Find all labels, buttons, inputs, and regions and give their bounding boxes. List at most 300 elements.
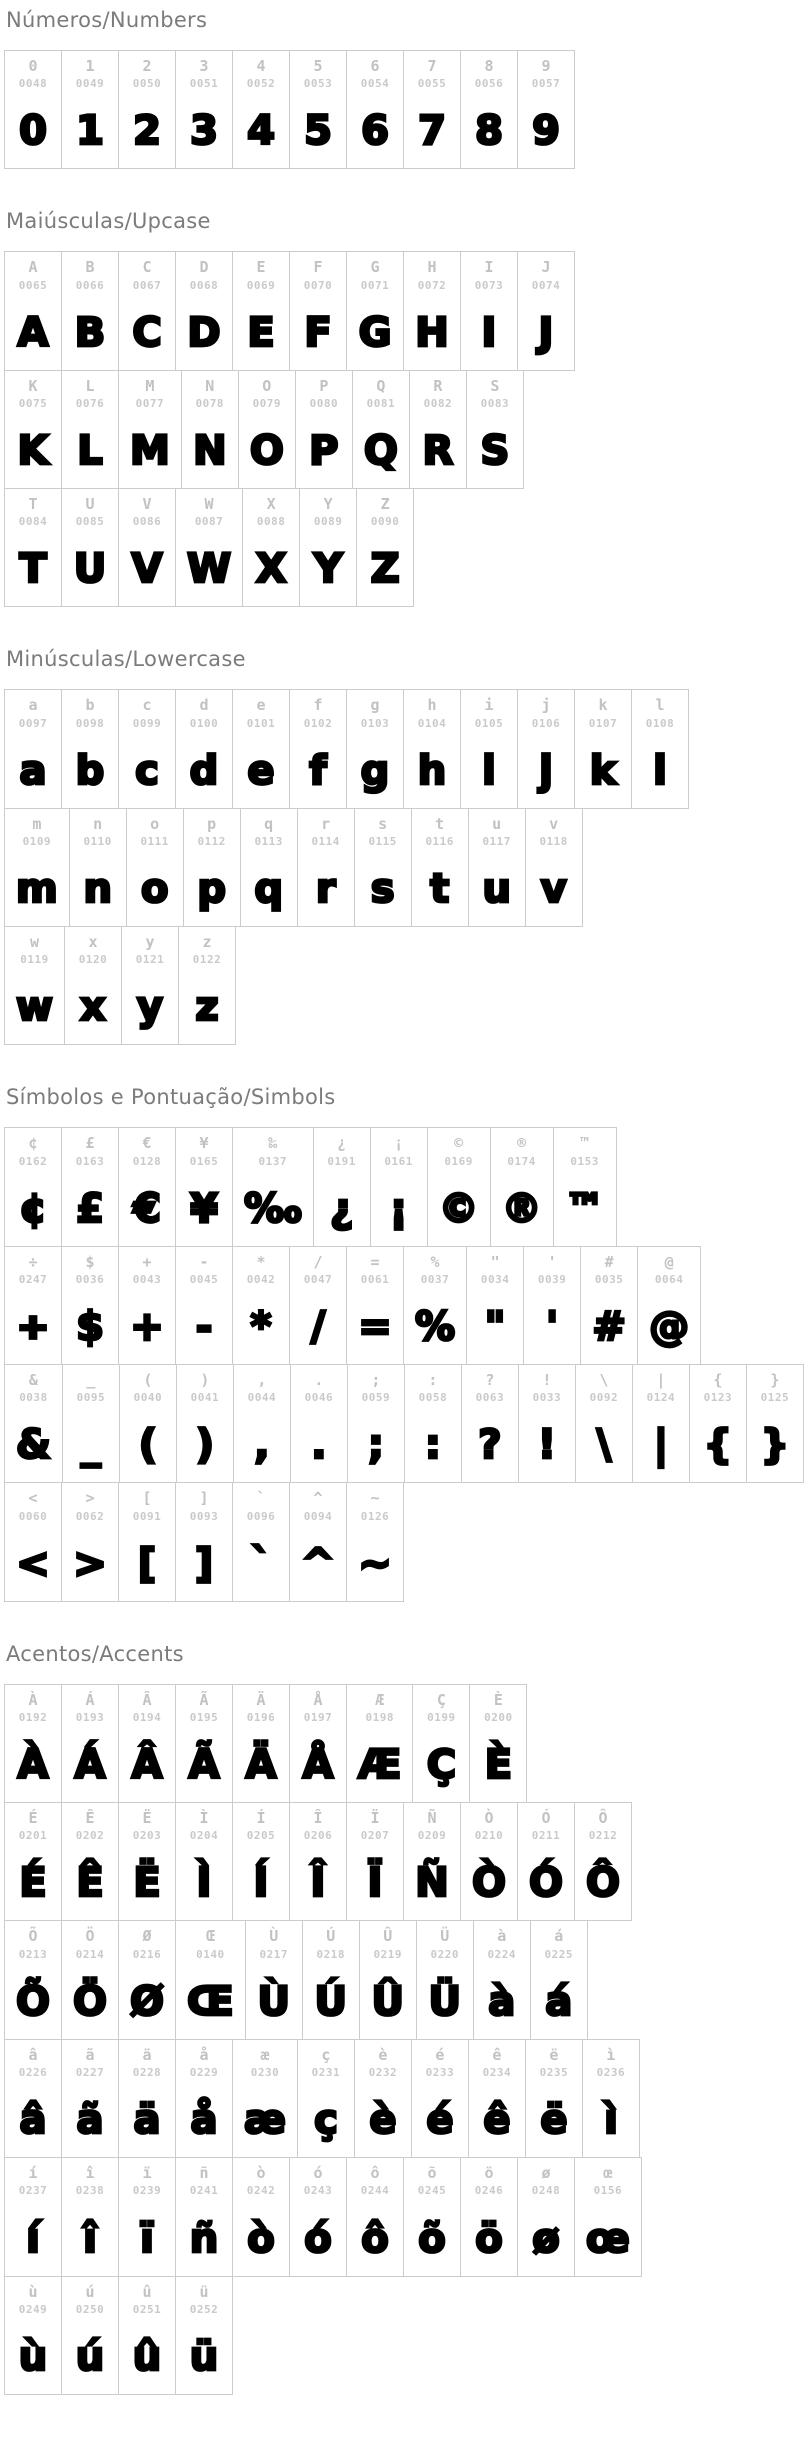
glyph: ê	[483, 2097, 511, 2144]
glyph: %	[415, 1304, 456, 1351]
glyph-cell	[575, 1803, 631, 1920]
cell-code-label: 0115	[368, 834, 397, 848]
glyph-cell	[518, 51, 574, 168]
cell-character-label: Î	[313, 1809, 323, 1828]
cell-character-label: l	[655, 696, 665, 715]
glyph: Q	[363, 428, 398, 475]
glyph-cell	[119, 252, 176, 369]
cell-character-label: ©	[454, 1134, 464, 1153]
cell-character-label: D	[199, 258, 209, 277]
glyph: ü	[189, 2333, 219, 2380]
glyph-cell	[119, 690, 176, 807]
cell-character-label: Ç	[436, 1690, 446, 1709]
cell-character-label: r	[321, 814, 331, 833]
cell-character-label: [	[142, 1489, 152, 1508]
glyph-cell	[461, 690, 518, 807]
glyph-cell	[360, 1921, 417, 2038]
cell-character-label: .	[314, 1371, 324, 1390]
glyph: Ê	[76, 1860, 104, 1907]
glyph: m	[16, 866, 58, 913]
section-title-lowercase: Minúsculas/Lowercase	[6, 647, 246, 672]
glyph: n	[83, 866, 112, 913]
glyph-cell	[176, 1247, 233, 1364]
glyph-cell	[303, 1921, 360, 2038]
glyph: Õ	[16, 1978, 51, 2025]
glyph: Z	[370, 546, 400, 593]
cell-character-label: m	[32, 814, 42, 833]
cell-code-label: 0048	[18, 77, 48, 91]
glyph-cell	[518, 252, 574, 369]
glyph: Ù	[257, 1978, 290, 2025]
glyph-cell	[176, 2277, 232, 2394]
glyph-cell	[233, 2040, 298, 2157]
cell-character-label: ã	[85, 2045, 95, 2064]
cell-code-label: 0198	[365, 1711, 394, 1725]
glyph-row	[4, 1482, 404, 1601]
cell-character-label: ¢	[28, 1134, 38, 1153]
cell-character-label: á	[554, 1927, 564, 1946]
cell-code-label: 0102	[303, 716, 333, 730]
glyph: Ø	[130, 1978, 165, 2025]
glyph: ï	[140, 2215, 154, 2262]
cell-code-label: 0241	[189, 2184, 219, 2198]
cell-code-label: 0237	[18, 2184, 48, 2198]
glyph: Ç	[426, 1742, 457, 1789]
glyph-cell	[747, 1365, 803, 1482]
cell-code-label: 0092	[589, 1391, 619, 1405]
cell-code-label: 0105	[474, 716, 504, 730]
cell-code-label: 0059	[361, 1391, 391, 1405]
glyph-cell	[290, 252, 347, 369]
glyph-cell	[554, 1128, 616, 1245]
cell-character-label: U	[85, 495, 95, 514]
glyph: ™	[564, 1185, 605, 1232]
glyph: Ã	[188, 1742, 220, 1789]
glyph: É	[19, 1860, 47, 1907]
cell-character-label: a	[28, 696, 38, 715]
glyph-cell	[347, 1247, 404, 1364]
glyph-row	[4, 251, 575, 370]
cell-character-label: Í	[256, 1809, 266, 1828]
glyph-cell	[119, 1685, 176, 1802]
cell-code-label: 0114	[311, 834, 340, 848]
glyph: D	[187, 309, 221, 356]
cell-character-label: €	[142, 1134, 152, 1153]
glyph: :	[424, 1422, 441, 1469]
cell-character-label: '	[547, 1252, 557, 1271]
cell-code-label: 0174	[507, 1154, 536, 1168]
cell-character-label: Ô	[598, 1809, 608, 1828]
glyph-row	[4, 1802, 632, 1921]
cell-code-label: 0197	[303, 1711, 333, 1725]
glyph: È	[484, 1742, 513, 1789]
glyph: E	[247, 309, 275, 356]
cell-character-label: ™	[580, 1134, 590, 1153]
cell-code-label: 0137	[258, 1154, 288, 1168]
glyph-cell	[638, 1247, 700, 1364]
glyph: ä	[133, 2097, 161, 2144]
glyph: i	[482, 747, 496, 794]
cell-code-label: 0091	[132, 1509, 162, 1523]
cell-character-label: Ä	[256, 1690, 266, 1709]
glyph-cell	[5, 2158, 62, 2275]
cell-character-label: ê	[492, 2045, 502, 2064]
cell-code-label: 0089	[313, 515, 343, 529]
section-numbers	[4, 8, 726, 169]
cell-character-label: B	[85, 258, 95, 277]
glyph: é	[426, 2097, 454, 2144]
glyph: Ë	[133, 1860, 161, 1907]
cell-character-label: ú	[85, 2282, 95, 2301]
glyph-cell	[410, 371, 467, 488]
glyph: Î	[310, 1860, 326, 1907]
cell-character-label: /	[313, 1252, 323, 1271]
glyph: Û	[371, 1978, 404, 2025]
cell-code-label: 0038	[19, 1391, 48, 1405]
cell-code-label: 0245	[417, 2184, 447, 2198]
glyph-cell	[583, 2040, 639, 2157]
glyph-cell	[300, 489, 357, 606]
cell-character-label: F	[313, 258, 323, 277]
cell-code-label: 0244	[360, 2184, 390, 2198]
glyph: o	[140, 866, 169, 913]
cell-character-label: Ã	[199, 1690, 209, 1709]
cell-code-label: 0099	[132, 716, 162, 730]
cell-code-label: 0061	[360, 1273, 390, 1286]
glyph-cell	[119, 1921, 176, 2038]
glyph: <	[16, 1540, 50, 1587]
cell-character-label: $	[85, 1252, 95, 1271]
glyph: 0	[19, 108, 47, 155]
glyph-cell	[461, 2158, 518, 2275]
cell-character-label: 1	[85, 57, 95, 75]
glyph-cell	[405, 1365, 462, 1482]
cell-code-label: 0214	[75, 1947, 105, 1961]
cell-character-label: ì	[606, 2045, 616, 2064]
glyph-cell	[355, 2040, 412, 2157]
cell-character-label: N	[205, 376, 215, 395]
glyph-cell	[176, 1483, 233, 1600]
glyph: í	[26, 2215, 40, 2262]
cell-character-label: @	[664, 1252, 674, 1271]
cell-code-label: 0123	[703, 1391, 733, 1405]
glyph: ‰	[244, 1185, 302, 1232]
cell-character-label: ?	[485, 1371, 495, 1390]
cell-character-label: w	[29, 933, 39, 952]
glyph: ;	[367, 1422, 384, 1469]
glyph: á	[545, 1978, 573, 2025]
cell-code-label: 0193	[75, 1711, 105, 1725]
glyph: ã	[76, 2097, 104, 2144]
glyph: f	[309, 747, 327, 794]
cell-code-label: 0101	[246, 716, 276, 730]
glyph: Ä	[245, 1742, 277, 1789]
cell-character-label: <	[28, 1489, 38, 1508]
glyph-cell	[65, 927, 122, 1044]
cell-code-label: 0044	[247, 1391, 277, 1405]
cell-code-label: 0067	[132, 278, 162, 292]
glyph-cell	[119, 1247, 176, 1364]
glyph: Ì	[196, 1860, 212, 1907]
cell-code-label: 0064	[654, 1273, 684, 1286]
cell-code-label: 0046	[304, 1391, 334, 1405]
glyph-cell	[176, 1685, 233, 1802]
glyph: ú	[75, 2333, 105, 2380]
glyph-cell	[347, 1483, 403, 1600]
cell-code-label: 0050	[132, 77, 162, 91]
cell-character-label: T	[28, 495, 38, 514]
cell-code-label: 0051	[189, 77, 219, 91]
glyph-cell	[519, 1365, 576, 1482]
cell-character-label: I	[484, 258, 494, 277]
glyph: }	[760, 1422, 790, 1469]
glyph-cell	[176, 1803, 233, 1920]
glyph: À	[17, 1742, 49, 1789]
glyph-cell	[233, 1803, 290, 1920]
cell-code-label: 0036	[75, 1273, 105, 1286]
glyph: r	[315, 866, 336, 913]
cell-code-label: 0229	[189, 2066, 219, 2080]
glyph-cell	[177, 1365, 234, 1482]
glyph-cell	[404, 1803, 461, 1920]
cell-character-label: ]	[199, 1489, 209, 1508]
glyph-row	[4, 2276, 233, 2395]
cell-code-label: 0074	[531, 278, 561, 292]
cell-character-label: x	[88, 933, 98, 952]
glyph: å	[190, 2097, 218, 2144]
cell-code-label: 0070	[303, 278, 333, 292]
glyph-cell	[371, 1128, 428, 1245]
glyph: ©	[438, 1185, 479, 1232]
cell-code-label: 0165	[189, 1154, 219, 1168]
cell-code-label: 0248	[531, 2184, 561, 2198]
glyph: X	[255, 546, 287, 593]
glyph: Æ	[358, 1742, 402, 1789]
glyph: N	[193, 428, 227, 475]
glyph-cell	[184, 809, 241, 926]
glyph: 8	[475, 108, 503, 155]
cell-code-label: 0224	[487, 1947, 516, 1961]
glyph: M	[130, 428, 170, 475]
cell-character-label: W	[204, 495, 214, 514]
glyph-cell	[5, 489, 62, 606]
cell-code-label: 0116	[425, 834, 454, 848]
glyph: `	[251, 1540, 271, 1587]
cell-code-label: 0077	[135, 396, 165, 410]
glyph: T	[19, 546, 47, 593]
cell-code-label: 0156	[593, 2184, 623, 2198]
glyph-cell	[63, 1365, 120, 1482]
cell-character-label: û	[142, 2282, 152, 2301]
cell-code-label: 0111	[140, 834, 169, 848]
cell-character-label: Á	[85, 1690, 95, 1709]
cell-character-label: ®	[517, 1134, 527, 1153]
cell-character-label: Õ	[28, 1927, 38, 1946]
cell-character-label: ;	[371, 1371, 381, 1390]
cell-code-label: 0069	[246, 278, 276, 292]
cell-character-label: A	[28, 258, 38, 277]
cell-code-label: 0073	[474, 278, 504, 292]
cell-character-label: Œ	[205, 1927, 215, 1946]
glyph: >	[73, 1540, 107, 1587]
cell-character-label: V	[142, 495, 152, 514]
glyph-cell	[233, 1128, 314, 1245]
cell-code-label: 0126	[360, 1509, 390, 1523]
glyph: !	[537, 1422, 557, 1469]
cell-code-label: 0140	[196, 1947, 225, 1961]
cell-character-label: M	[145, 376, 155, 395]
glyph-cell	[119, 2277, 176, 2394]
cell-code-label: 0125	[760, 1391, 790, 1405]
glyph-cell	[526, 809, 582, 926]
cell-character-label: H	[427, 258, 437, 277]
cell-character-label: (	[143, 1371, 153, 1390]
glyph-cell	[632, 690, 688, 807]
glyph: s	[370, 866, 395, 913]
glyph: [	[137, 1540, 157, 1587]
cell-character-label: ç	[321, 2045, 331, 2064]
cell-code-label: 0250	[75, 2302, 105, 2316]
glyph-cell	[404, 1247, 467, 1364]
cell-character-label: \	[599, 1371, 609, 1390]
cell-code-label: 0217	[259, 1947, 288, 1961]
section-title-upcase: Maiúsculas/Upcase	[6, 209, 211, 234]
glyph-cell	[470, 1685, 526, 1802]
cell-code-label: 0233	[425, 2066, 455, 2080]
cell-code-label: 0204	[189, 1829, 219, 1843]
cell-character-label: q	[264, 814, 274, 833]
cell-code-label: 0100	[189, 716, 219, 730]
glyph-cell	[234, 1365, 291, 1482]
cell-character-label: i	[484, 696, 494, 715]
glyph-cell	[233, 252, 290, 369]
glyph-cell	[120, 1365, 177, 1482]
glyph-cell	[119, 2158, 176, 2275]
glyph: _	[80, 1422, 101, 1469]
glyph: Ú	[314, 1978, 347, 2025]
cell-character-label: È	[493, 1690, 503, 1709]
cell-code-label: 0033	[532, 1391, 562, 1405]
cell-character-label: õ	[427, 2164, 437, 2183]
cell-code-label: 0117	[482, 834, 511, 848]
glyph: à	[488, 1978, 516, 2025]
glyph: 1	[76, 108, 104, 155]
glyph-row	[4, 926, 236, 1045]
glyph: ¢	[19, 1185, 47, 1232]
glyph-cell	[62, 1247, 119, 1364]
glyph-cell	[119, 2040, 176, 2157]
glyph-cell	[119, 1483, 176, 1600]
glyph-cell	[119, 489, 176, 606]
glyph-cell	[233, 1247, 290, 1364]
glyph: æ	[244, 2097, 286, 2144]
cell-character-label: C	[142, 258, 152, 277]
glyph-cell	[176, 690, 233, 807]
cell-character-label: >	[85, 1489, 95, 1508]
cell-code-label: 0081	[366, 396, 396, 410]
glyph-cell	[404, 2158, 461, 2275]
cell-code-label: 0213	[18, 1947, 48, 1961]
glyph-row	[4, 488, 414, 607]
glyph: ®	[501, 1185, 542, 1232]
glyph: c	[135, 747, 159, 794]
cell-code-label: 0065	[18, 278, 48, 292]
glyph-cell	[531, 1921, 587, 2038]
cell-character-label: }	[770, 1371, 780, 1390]
glyph-cell	[5, 1685, 62, 1802]
glyph-cell	[290, 51, 347, 168]
cell-code-label: 0246	[474, 2184, 504, 2198]
glyph: P	[309, 428, 339, 475]
glyph: Å	[302, 1742, 334, 1789]
glyph-cell	[62, 51, 119, 168]
cell-character-label: í	[28, 2164, 38, 2183]
cell-code-label: 0043	[132, 1273, 162, 1286]
glyph-cell	[127, 809, 184, 926]
cell-character-label: 8	[484, 57, 494, 75]
cell-character-label: Æ	[375, 1690, 385, 1709]
glyph: ø	[532, 2215, 560, 2262]
cell-code-label: 0088	[256, 515, 286, 529]
glyph: x	[80, 984, 106, 1031]
cell-character-label: j	[541, 696, 551, 715]
cell-character-label: b	[85, 696, 95, 715]
cell-code-label: 0113	[254, 834, 283, 848]
glyph-cell	[176, 2040, 233, 2157]
glyph: €	[133, 1185, 161, 1232]
cell-character-label: Ï	[370, 1809, 380, 1828]
glyph: ó	[304, 2215, 332, 2262]
cell-code-label: 0161	[384, 1154, 413, 1168]
glyph-cell	[347, 252, 404, 369]
glyph: B	[74, 309, 106, 356]
glyph: j	[539, 747, 553, 794]
cell-code-label: 0128	[132, 1154, 162, 1168]
cell-character-label: Ø	[142, 1927, 152, 1946]
cell-character-label: y	[145, 933, 155, 952]
cell-character-label: d	[199, 696, 209, 715]
cell-character-label: 3	[199, 57, 209, 75]
cell-code-label: 0231	[311, 2066, 341, 2080]
cell-code-label: 0072	[417, 278, 447, 292]
glyph-cell	[290, 1483, 347, 1600]
cell-character-label: *	[256, 1252, 266, 1271]
cell-code-label: 0109	[22, 834, 52, 848]
cell-code-label: 0124	[646, 1391, 676, 1405]
cell-character-label: Å	[313, 1690, 323, 1709]
cell-character-label: `	[256, 1489, 266, 1508]
cell-code-label: 0037	[420, 1273, 450, 1286]
glyph-cell	[581, 1247, 638, 1364]
cell-code-label: 0047	[303, 1273, 333, 1286]
glyph-row	[4, 2039, 640, 2158]
glyph-cell	[122, 927, 179, 1044]
cell-code-label: 0194	[132, 1711, 162, 1725]
cell-character-label: 5	[313, 57, 323, 75]
glyph: ë	[540, 2097, 568, 2144]
cell-character-label: t	[435, 814, 445, 833]
cell-code-label: 0195	[189, 1711, 219, 1725]
cell-code-label: 0192	[18, 1711, 48, 1725]
glyph-cell	[62, 1685, 119, 1802]
cell-code-label: 0239	[132, 2184, 162, 2198]
glyph: t	[430, 866, 450, 913]
cell-character-label: î	[85, 2164, 95, 2183]
cell-code-label: 0196	[246, 1711, 276, 1725]
glyph: L	[77, 428, 103, 475]
glyph-cell	[243, 489, 300, 606]
cell-character-label: ä	[142, 2045, 152, 2064]
